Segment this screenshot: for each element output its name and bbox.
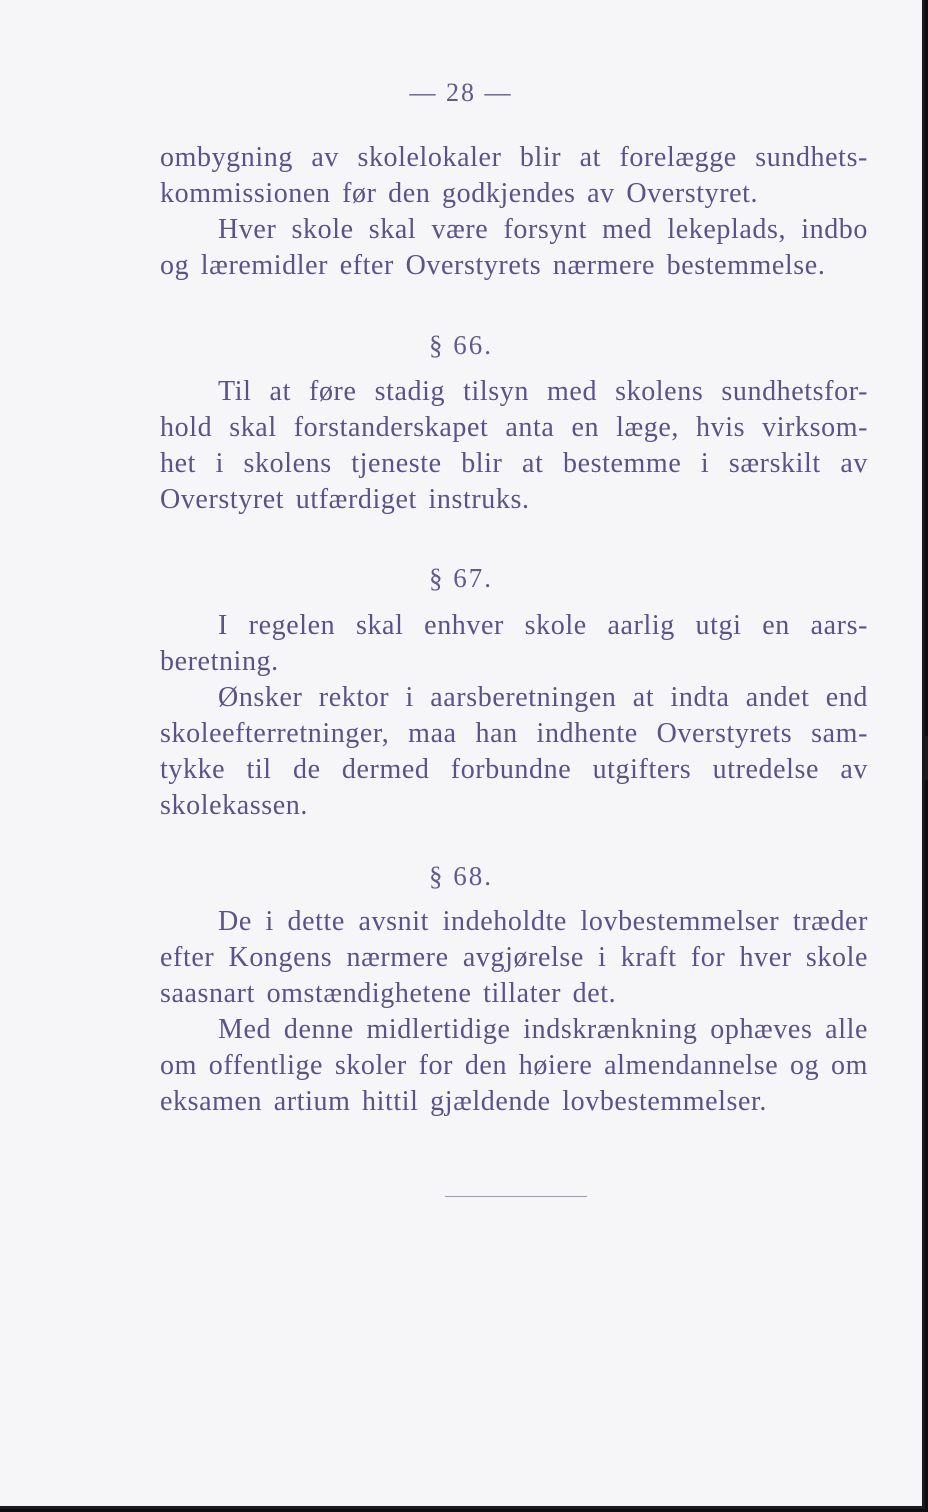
text-line: saasnart omstændighetene tillater det. — [160, 978, 617, 1009]
section-heading-68: § 68. — [429, 861, 493, 891]
text-line: het i skolens tjeneste blir at bestemme i særskilt av — [160, 448, 868, 479]
text-line: Med denne midlertidige indskrænkning ophæves alle — [218, 1014, 868, 1045]
text-line: Hver skole skal være forsynt med lekeplads, indbo — [218, 214, 868, 245]
text-line: beretning. — [160, 646, 279, 677]
text-line: skoleefterretninger, maa han indhente Overstyrets sam- — [160, 718, 868, 749]
text-line: skolekassen. — [160, 790, 308, 821]
text-line: eksamen artium hittil gjældende lovbestemmelser. — [160, 1086, 768, 1117]
page-number: — 28 — — [409, 78, 513, 107]
paragraph-section-66 — [160, 374, 868, 518]
text-line: I regelen skal enhver skole aarlig utgi en aars- — [218, 610, 868, 641]
text-line: hold skal forstanderskapet anta en læge, hvis virksom- — [160, 412, 868, 443]
text-line: om offentlige skoler for den høiere almendannelse og om — [160, 1050, 868, 1081]
paragraph-intro — [160, 140, 868, 284]
text-line: kommissionen før den godkjendes av Overstyret. — [160, 178, 759, 209]
text-line: Overstyret utfærdiget instruks. — [160, 484, 530, 515]
section-heading-66: § 66. — [429, 330, 493, 360]
text-line: Til at føre stadig tilsyn med skolens sundhetsfor- — [218, 376, 868, 407]
text-line: efter Kongens nærmere avgjørelse i kraft for hver skole — [160, 942, 868, 973]
text-line: De i dette avsnit indeholdte lovbestemmelser træder — [218, 906, 868, 937]
text-line: ombygning av skolelokaler blir at forelægge sundhets- — [160, 142, 868, 173]
text-line: tykke til de dermed forbundne utgifters utredelse av — [160, 754, 868, 785]
text-line: Ønsker rektor i aarsberetningen at indta andet end — [218, 682, 868, 713]
paragraph-section-68 — [160, 904, 868, 1120]
paragraph-section-67 — [160, 608, 868, 824]
end-rule — [445, 1196, 587, 1197]
text-line: og læremidler efter Overstyrets nærmere bestemmelse. — [160, 250, 826, 281]
section-heading-67: § 67. — [429, 563, 493, 593]
